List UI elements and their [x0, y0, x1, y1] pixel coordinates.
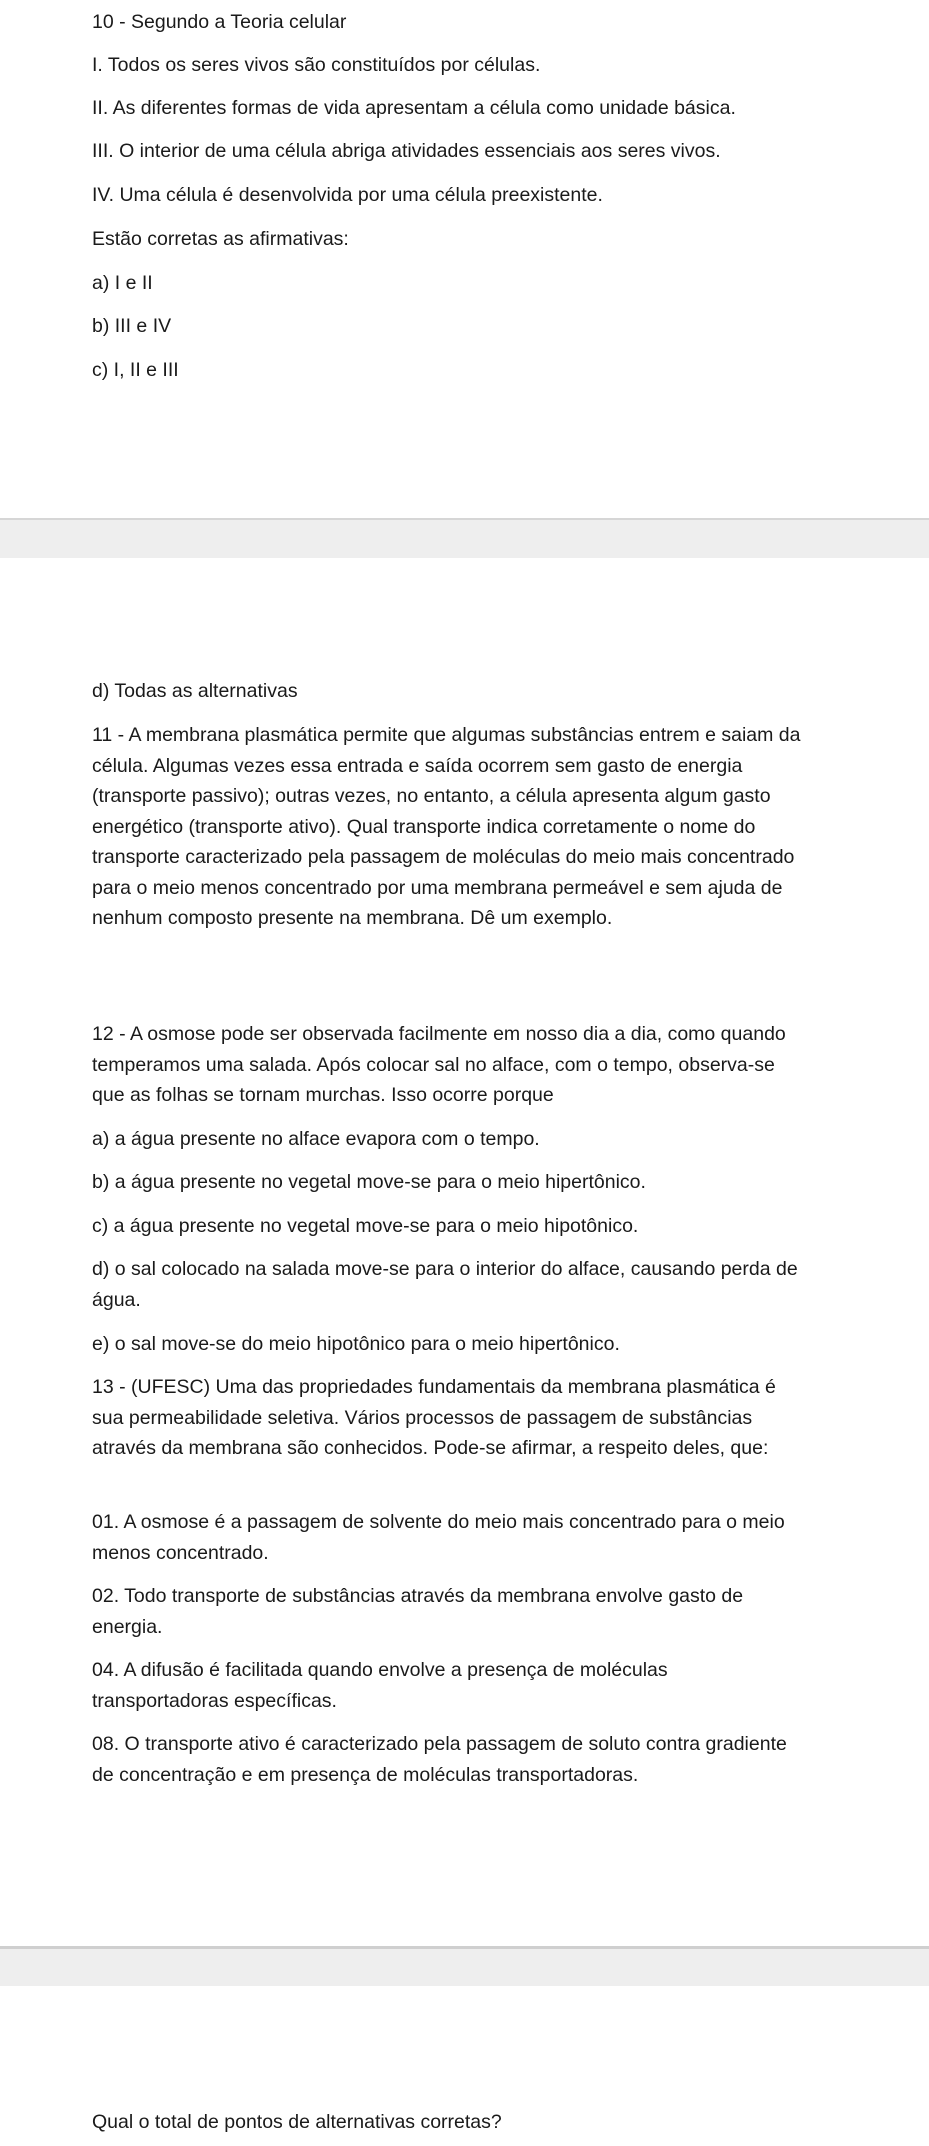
q10-option-d: d) Todas as alternativas: [92, 680, 298, 702]
q10-statement-1: I. Todos os seres vivos são constituídos por células.: [92, 54, 541, 76]
q13-text: 13 - (UFESC) Uma das propriedades fundamentais da membrana plasmática é sua permeabilidade seletiva. Vários processos de passagem de substâncias através da membrana são conhecidos. Pode-se afirmar, a respeito deles, que:: [92, 1376, 776, 1459]
q13-option-01: 01. A osmose é a passagem de solvente do meio mais concentrado para o meio menos concentrado.: [92, 1511, 785, 1564]
q10-option-b: b) III e IV: [92, 315, 172, 337]
page-separator: [0, 518, 929, 558]
q12-option-d: d) o sal colocado na salada move-se para o interior do alface, causando perda de água.: [92, 1258, 798, 1311]
q11-text: 11 - A membrana plasmática permite que algumas substâncias entrem e saiam da célula. Algumas vezes essa entrada e saída ocorrem sem gasto de energia (transporte passivo); outras vezes, no entanto, a célula apresenta algum gasto energético (transporte ativo). Qual transporte indica corretamente o nome do transporte caracterizado pela passagem de moléculas do meio mais concentrado para o meio menos concentrado por uma membrana permeável e sem ajuda de nenhum composto presente na membrana. Dê um exemplo.: [92, 724, 801, 929]
q13-option-08: 08. O transporte ativo é caracterizado pela passagem de soluto contra gradiente de concentração e em presença de moléculas transportadoras.: [92, 1733, 787, 1786]
page-separator: [0, 1946, 929, 1986]
q10-prompt: Estão corretas as afirmativas:: [92, 228, 349, 250]
q13-final-question: Qual o total de pontos de alternativas corretas?: [92, 2111, 502, 2133]
q12-text: 12 - A osmose pode ser observada facilmente em nosso dia a dia, como quando temperamos uma salada. Após colocar sal no alface, com o tempo, observa-se que as folhas se tornam murchas. Isso ocorre porque: [92, 1023, 786, 1106]
q13-option-02: 02. Todo transporte de substâncias através da membrana envolve gasto de energia.: [92, 1585, 744, 1638]
q12-option-e: e) o sal move-se do meio hipotônico para o meio hipertônico.: [92, 1333, 620, 1355]
q10-statement-2: II. As diferentes formas de vida apresentam a célula como unidade básica.: [92, 97, 736, 119]
q12-option-b: b) a água presente no vegetal move-se para o meio hipertônico.: [92, 1171, 646, 1193]
q10-statement-4: IV. Uma célula é desenvolvida por uma célula preexistente.: [92, 184, 603, 206]
q12-option-c: c) a água presente no vegetal move-se para o meio hipotônico.: [92, 1215, 639, 1237]
q12-option-a: a) a água presente no alface evapora com o tempo.: [92, 1128, 540, 1150]
q13-option-04: 04. A difusão é facilitada quando envolve a presença de moléculas transportadoras específicas.: [92, 1659, 668, 1712]
q10-statement-3: III. O interior de uma célula abriga atividades essenciais aos seres vivos.: [92, 140, 721, 162]
q10-option-a: a) I e II: [92, 272, 153, 294]
q10-option-c: c) I, II e III: [92, 359, 179, 381]
q10-title: 10 - Segundo a Teoria celular: [92, 11, 347, 33]
